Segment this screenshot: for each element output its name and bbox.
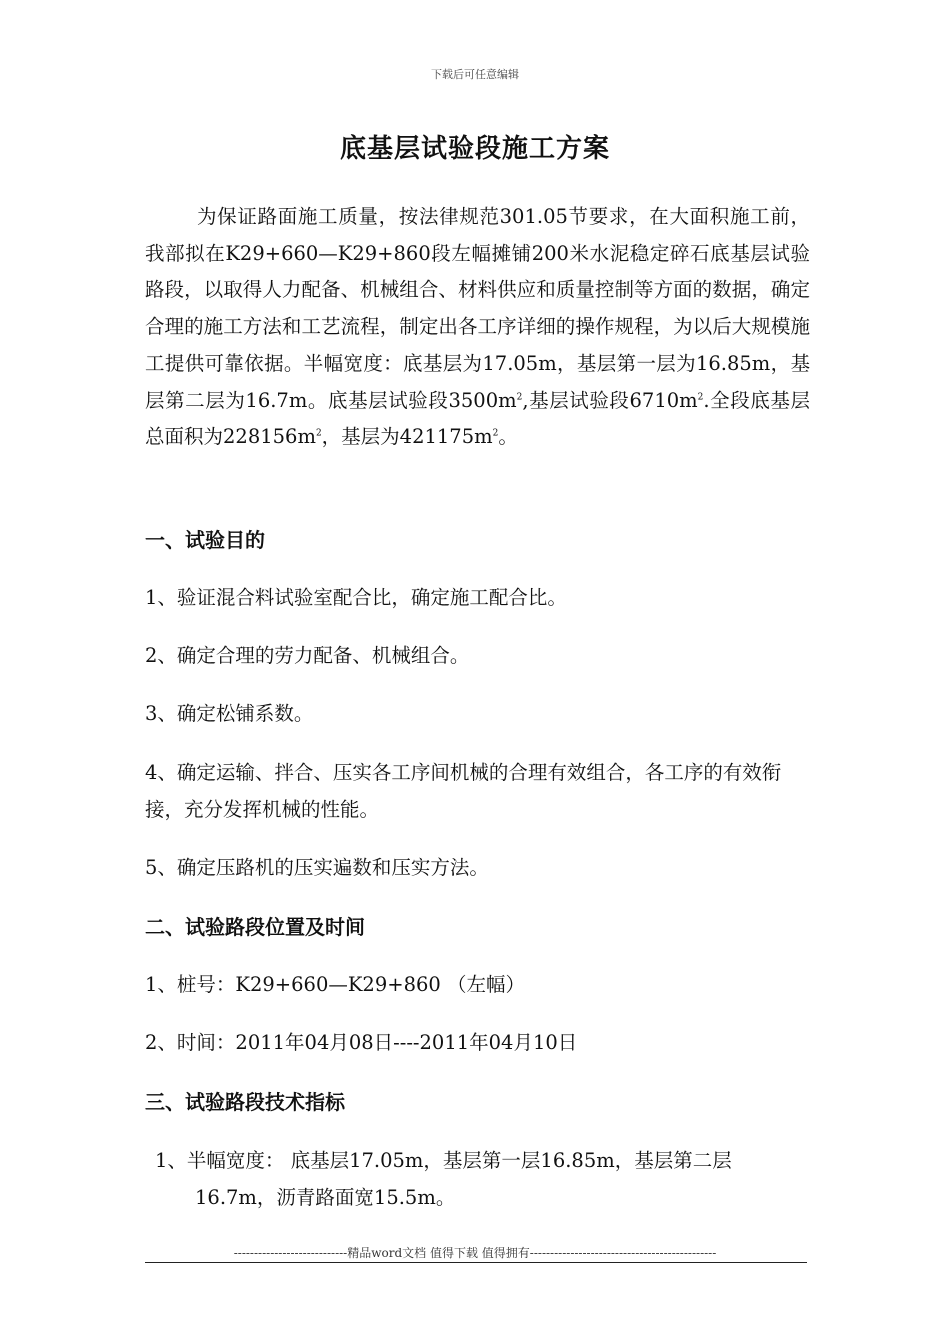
intro-text-2: ,基层试验段6710m	[522, 388, 698, 412]
list-item: 5、确定压路机的压实遍数和压实方法。	[145, 856, 489, 879]
intro-text-3: .全段底基层总面积为228156m	[145, 388, 810, 449]
intro-text-4: ，基层为421175m	[321, 425, 493, 449]
intro-text-1: 为保证路面施工质量，按法律规范301.05节要求，在大面积施工前，我部拟在K29+660—K29+860段左幅摊铺200米水泥稳定碎石底基层试验路段，以取得人力配备、机械组合、材料供应和质量控制等方面的数据，确定合理的施工方法和工艺流程，制定出各工序详细的操作规程，为以后大规模施工提供可靠依据。半幅宽度：底基层为17.05m，基层第一层为16.85m，基层第二层为16.7m。底基层试验段3500m	[145, 205, 810, 412]
footer-rule	[145, 1262, 807, 1263]
list-item: 3、确定松铺系数。	[145, 702, 314, 725]
page-title: 底基层试验段施工方案	[339, 134, 610, 164]
intro-text-5: 。	[498, 425, 518, 449]
list-item: 1、验证混合料试验室配合比，确定施工配合比。	[145, 586, 567, 609]
section-heading-1: 一、试验目的	[145, 528, 265, 552]
superscript: 2	[516, 392, 523, 403]
superscript: 2	[315, 428, 322, 439]
section-heading-2: 二、试验路段位置及时间	[145, 915, 365, 939]
superscript: 2	[492, 428, 499, 439]
list-item: 1、半幅宽度： 底基层17.05m，基层第一层16.85m，基层第二层16.7m，沥青路面宽15.5m。	[155, 1149, 732, 1209]
section-heading-3: 三、试验路段技术指标	[145, 1090, 345, 1114]
list-item: 4、确定运输、拌合、压实各工序间机械的合理有效组合，各工序的有效衔接，充分发挥机械的性能。	[145, 761, 782, 821]
superscript: 2	[697, 392, 704, 403]
footer-text: ----------------------------精品word文档 值得下载 值得拥有----------------------------------------------	[233, 1246, 717, 1260]
list-item: 2、时间：2011年04月08日----2011年04月10日	[145, 1031, 578, 1054]
list-item: 2、确定合理的劳力配备、机械组合。	[145, 644, 470, 667]
intro-paragraph	[145, 199, 810, 456]
list-item: 1、桩号：K29+660—K29+860 （左幅）	[145, 973, 525, 996]
header-note: 下载后可任意编辑	[431, 68, 519, 81]
